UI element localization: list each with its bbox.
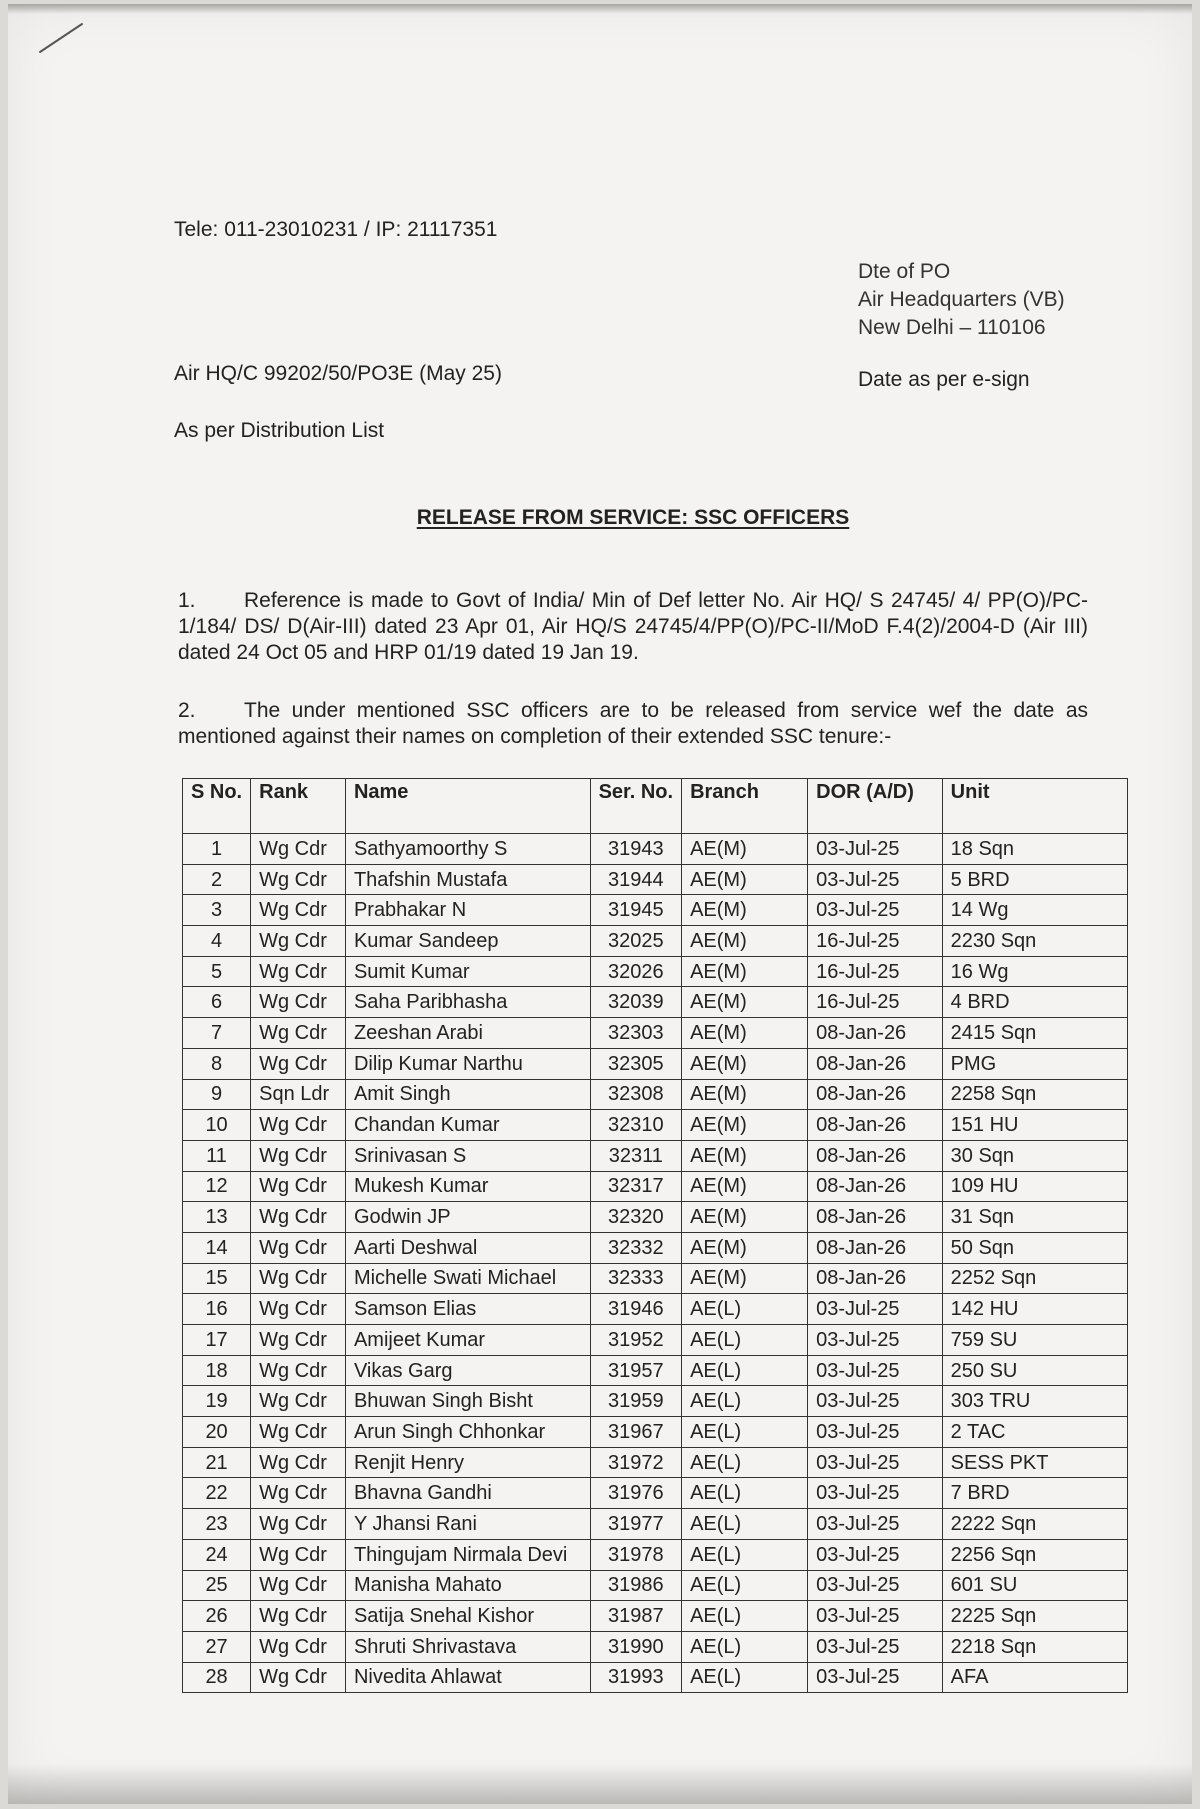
cell-rank: Wg Cdr <box>251 1417 346 1448</box>
cell-ser-no: 31977 <box>590 1509 681 1540</box>
cell-branch: AE(L) <box>682 1631 808 1662</box>
cell-ser-no: 31959 <box>590 1386 681 1417</box>
cell-ser-no: 32317 <box>590 1171 681 1202</box>
cell-rank: Sqn Ldr <box>251 1079 346 1110</box>
cell-unit: 31 Sqn <box>942 1202 1127 1233</box>
table-row <box>183 1140 1128 1171</box>
table-row <box>183 987 1128 1018</box>
cell-sno: 20 <box>183 1417 251 1448</box>
cell-rank: Wg Cdr <box>251 1110 346 1141</box>
cell-sno: 14 <box>183 1232 251 1263</box>
cell-name: Vikas Garg <box>345 1355 590 1386</box>
cell-dor: 08-Jan-26 <box>808 1263 943 1294</box>
cell-unit: 151 HU <box>942 1110 1127 1141</box>
cell-name: Amit Singh <box>345 1079 590 1110</box>
cell-rank: Wg Cdr <box>251 1263 346 1294</box>
cell-sno: 23 <box>183 1509 251 1540</box>
pen-mark-icon <box>38 18 88 58</box>
table-row <box>183 1018 1128 1049</box>
cell-sno: 19 <box>183 1386 251 1417</box>
cell-branch: AE(M) <box>682 864 808 895</box>
cell-rank: Wg Cdr <box>251 1355 346 1386</box>
paragraph-1 <box>178 588 1088 666</box>
cell-ser-no: 31943 <box>590 834 681 865</box>
cell-sno: 6 <box>183 987 251 1018</box>
cell-unit: PMG <box>942 1048 1127 1079</box>
document-page <box>8 4 1192 1804</box>
paragraph-text: Reference is made to Govt of India/ Min of Def letter No. Air HQ/ S 24745/ 4/ PP(O)/PC-1/184/ DS/ D(Air-III) dated 23 Apr 01, Air HQ/S 24745/4/PP(O)/PC-II/MoD F.4(2)/2004-D (Air III) dated 24 Oct 05 and HRP 01/19 dated 19 Jan 19. <box>178 589 1088 664</box>
cell-sno: 26 <box>183 1601 251 1632</box>
header-unit: Unit <box>942 779 1127 834</box>
cell-name: Mukesh Kumar <box>345 1171 590 1202</box>
cell-dor: 08-Jan-26 <box>808 1048 943 1079</box>
header-branch: Branch <box>682 779 808 834</box>
cell-name: Sathyamoorthy S <box>345 834 590 865</box>
cell-dor: 03-Jul-25 <box>808 1662 943 1693</box>
cell-dor: 03-Jul-25 <box>808 1478 943 1509</box>
cell-name: Bhavna Gandhi <box>345 1478 590 1509</box>
cell-dor: 08-Jan-26 <box>808 1202 943 1233</box>
cell-sno: 10 <box>183 1110 251 1141</box>
cell-name: Prabhakar N <box>345 895 590 926</box>
table-row <box>183 895 1128 926</box>
cell-dor: 03-Jul-25 <box>808 1386 943 1417</box>
table-row <box>183 1294 1128 1325</box>
cell-rank: Wg Cdr <box>251 987 346 1018</box>
table-row <box>183 1202 1128 1233</box>
cell-unit: 2252 Sqn <box>942 1263 1127 1294</box>
paragraph-number: 2. <box>178 699 196 722</box>
paragraph-2 <box>178 698 1088 750</box>
cell-ser-no: 32311 <box>590 1140 681 1171</box>
cell-branch: AE(L) <box>682 1539 808 1570</box>
cell-name: Bhuwan Singh Bisht <box>345 1386 590 1417</box>
cell-unit: SESS PKT <box>942 1447 1127 1478</box>
table-row <box>183 1662 1128 1693</box>
cell-rank: Wg Cdr <box>251 1048 346 1079</box>
cell-dor: 08-Jan-26 <box>808 1018 943 1049</box>
cell-unit: 303 TRU <box>942 1386 1127 1417</box>
cell-dor: 08-Jan-26 <box>808 1171 943 1202</box>
cell-branch: AE(L) <box>682 1601 808 1632</box>
cell-branch: AE(M) <box>682 1171 808 1202</box>
cell-sno: 15 <box>183 1263 251 1294</box>
cell-unit: 250 SU <box>942 1355 1127 1386</box>
address-line: Air Headquarters (VB) <box>858 288 1065 311</box>
cell-dor: 16-Jul-25 <box>808 926 943 957</box>
cell-sno: 8 <box>183 1048 251 1079</box>
cell-branch: AE(L) <box>682 1662 808 1693</box>
table-row <box>183 1539 1128 1570</box>
cell-dor: 16-Jul-25 <box>808 956 943 987</box>
cell-branch: AE(L) <box>682 1386 808 1417</box>
table-row <box>183 926 1128 957</box>
table-row <box>183 1631 1128 1662</box>
table-row <box>183 1570 1128 1601</box>
cell-dor: 03-Jul-25 <box>808 864 943 895</box>
cell-rank: Wg Cdr <box>251 1509 346 1540</box>
cell-rank: Wg Cdr <box>251 1478 346 1509</box>
cell-dor: 16-Jul-25 <box>808 987 943 1018</box>
officers-table <box>182 778 1128 1693</box>
cell-rank: Wg Cdr <box>251 1140 346 1171</box>
cell-ser-no: 32025 <box>590 926 681 957</box>
cell-dor: 03-Jul-25 <box>808 1417 943 1448</box>
cell-sno: 21 <box>183 1447 251 1478</box>
cell-dor: 03-Jul-25 <box>808 834 943 865</box>
cell-branch: AE(L) <box>682 1417 808 1448</box>
table-row <box>183 1048 1128 1079</box>
cell-name: Thingujam Nirmala Devi <box>345 1539 590 1570</box>
cell-rank: Wg Cdr <box>251 1325 346 1356</box>
cell-ser-no: 32332 <box>590 1232 681 1263</box>
table-row <box>183 1478 1128 1509</box>
cell-unit: 18 Sqn <box>942 834 1127 865</box>
table-row <box>183 834 1128 865</box>
cell-branch: AE(M) <box>682 1079 808 1110</box>
cell-branch: AE(M) <box>682 1110 808 1141</box>
cell-name: Godwin JP <box>345 1202 590 1233</box>
cell-rank: Wg Cdr <box>251 1570 346 1601</box>
table-row <box>183 1110 1128 1141</box>
cell-name: Y Jhansi Rani <box>345 1509 590 1540</box>
scan-bottom-shadow <box>8 1764 1192 1804</box>
telephone-line: Tele: 011-23010231 / IP: 21117351 <box>174 218 498 241</box>
cell-name: Samson Elias <box>345 1294 590 1325</box>
cell-unit: 2258 Sqn <box>942 1079 1127 1110</box>
cell-rank: Wg Cdr <box>251 895 346 926</box>
cell-unit: AFA <box>942 1662 1127 1693</box>
cell-rank: Wg Cdr <box>251 926 346 957</box>
cell-name: Saha Paribhasha <box>345 987 590 1018</box>
cell-branch: AE(M) <box>682 834 808 865</box>
cell-sno: 5 <box>183 956 251 987</box>
cell-sno: 25 <box>183 1570 251 1601</box>
cell-name: Michelle Swati Michael <box>345 1263 590 1294</box>
cell-ser-no: 32303 <box>590 1018 681 1049</box>
cell-ser-no: 31976 <box>590 1478 681 1509</box>
cell-rank: Wg Cdr <box>251 1662 346 1693</box>
table-row <box>183 1601 1128 1632</box>
date-line: Date as per e-sign <box>858 368 1030 391</box>
table-row <box>183 1447 1128 1478</box>
cell-sno: 18 <box>183 1355 251 1386</box>
cell-dor: 08-Jan-26 <box>808 1140 943 1171</box>
cell-dor: 03-Jul-25 <box>808 1509 943 1540</box>
cell-unit: 16 Wg <box>942 956 1127 987</box>
cell-name: Chandan Kumar <box>345 1110 590 1141</box>
cell-ser-no: 31946 <box>590 1294 681 1325</box>
cell-ser-no: 31945 <box>590 895 681 926</box>
cell-ser-no: 31990 <box>590 1631 681 1662</box>
cell-branch: AE(L) <box>682 1355 808 1386</box>
cell-rank: Wg Cdr <box>251 1601 346 1632</box>
table-body <box>183 834 1128 1693</box>
cell-name: Kumar Sandeep <box>345 926 590 957</box>
cell-ser-no: 31978 <box>590 1539 681 1570</box>
cell-rank: Wg Cdr <box>251 1386 346 1417</box>
cell-rank: Wg Cdr <box>251 1018 346 1049</box>
cell-unit: 7 BRD <box>942 1478 1127 1509</box>
cell-sno: 9 <box>183 1079 251 1110</box>
cell-ser-no: 32305 <box>590 1048 681 1079</box>
cell-dor: 03-Jul-25 <box>808 1355 943 1386</box>
cell-ser-no: 32026 <box>590 956 681 987</box>
cell-sno: 22 <box>183 1478 251 1509</box>
cell-name: Shruti Shrivastava <box>345 1631 590 1662</box>
cell-sno: 7 <box>183 1018 251 1049</box>
cell-branch: AE(M) <box>682 956 808 987</box>
cell-branch: AE(M) <box>682 987 808 1018</box>
cell-ser-no: 32333 <box>590 1263 681 1294</box>
cell-unit: 50 Sqn <box>942 1232 1127 1263</box>
cell-ser-no: 31993 <box>590 1662 681 1693</box>
cell-rank: Wg Cdr <box>251 1232 346 1263</box>
cell-unit: 2225 Sqn <box>942 1601 1127 1632</box>
cell-name: Arun Singh Chhonkar <box>345 1417 590 1448</box>
cell-dor: 03-Jul-25 <box>808 895 943 926</box>
cell-ser-no: 31972 <box>590 1447 681 1478</box>
cell-unit: 2230 Sqn <box>942 926 1127 957</box>
table-header-row <box>183 779 1128 834</box>
table-row <box>183 1171 1128 1202</box>
subject-heading: RELEASE FROM SERVICE: SSC OFFICERS <box>416 506 850 529</box>
cell-sno: 16 <box>183 1294 251 1325</box>
cell-dor: 08-Jan-26 <box>808 1232 943 1263</box>
header-dor: DOR (A/D) <box>808 779 943 834</box>
cell-sno: 1 <box>183 834 251 865</box>
cell-sno: 2 <box>183 864 251 895</box>
table-row <box>183 1417 1128 1448</box>
cell-branch: AE(M) <box>682 895 808 926</box>
cell-branch: AE(L) <box>682 1570 808 1601</box>
cell-dor: 03-Jul-25 <box>808 1601 943 1632</box>
cell-name: Nivedita Ahlawat <box>345 1662 590 1693</box>
cell-rank: Wg Cdr <box>251 864 346 895</box>
cell-unit: 601 SU <box>942 1570 1127 1601</box>
cell-rank: Wg Cdr <box>251 956 346 987</box>
cell-sno: 12 <box>183 1171 251 1202</box>
table-row <box>183 864 1128 895</box>
cell-rank: Wg Cdr <box>251 1631 346 1662</box>
cell-unit: 2415 Sqn <box>942 1018 1127 1049</box>
cell-sno: 27 <box>183 1631 251 1662</box>
cell-dor: 03-Jul-25 <box>808 1570 943 1601</box>
cell-branch: AE(L) <box>682 1478 808 1509</box>
header-name: Name <box>345 779 590 834</box>
table-row <box>183 1386 1128 1417</box>
cell-rank: Wg Cdr <box>251 1202 346 1233</box>
paragraph-number: 1. <box>178 589 196 612</box>
cell-sno: 28 <box>183 1662 251 1693</box>
file-reference: Air HQ/C 99202/50/PO3E (May 25) <box>174 362 502 385</box>
cell-unit: 30 Sqn <box>942 1140 1127 1171</box>
cell-name: Aarti Deshwal <box>345 1232 590 1263</box>
cell-dor: 03-Jul-25 <box>808 1539 943 1570</box>
header-rank: Rank <box>251 779 346 834</box>
cell-branch: AE(L) <box>682 1325 808 1356</box>
cell-branch: AE(M) <box>682 1048 808 1079</box>
sender-address <box>858 258 1065 342</box>
cell-sno: 4 <box>183 926 251 957</box>
cell-branch: AE(M) <box>682 1140 808 1171</box>
cell-name: Amijeet Kumar <box>345 1325 590 1356</box>
table-row <box>183 1263 1128 1294</box>
cell-sno: 3 <box>183 895 251 926</box>
table-row <box>183 1509 1128 1540</box>
cell-ser-no: 31957 <box>590 1355 681 1386</box>
cell-sno: 17 <box>183 1325 251 1356</box>
cell-unit: 2 TAC <box>942 1417 1127 1448</box>
cell-ser-no: 31944 <box>590 864 681 895</box>
cell-branch: AE(M) <box>682 1018 808 1049</box>
cell-dor: 03-Jul-25 <box>808 1631 943 1662</box>
cell-unit: 2218 Sqn <box>942 1631 1127 1662</box>
cell-branch: AE(L) <box>682 1447 808 1478</box>
cell-ser-no: 32310 <box>590 1110 681 1141</box>
cell-branch: AE(M) <box>682 926 808 957</box>
cell-ser-no: 32308 <box>590 1079 681 1110</box>
cell-rank: Wg Cdr <box>251 834 346 865</box>
cell-rank: Wg Cdr <box>251 1447 346 1478</box>
cell-unit: 5 BRD <box>942 864 1127 895</box>
cell-rank: Wg Cdr <box>251 1539 346 1570</box>
cell-branch: AE(M) <box>682 1263 808 1294</box>
cell-rank: Wg Cdr <box>251 1294 346 1325</box>
address-line: Dte of PO <box>858 260 951 283</box>
cell-dor: 03-Jul-25 <box>808 1325 943 1356</box>
cell-name: Renjit Henry <box>345 1447 590 1478</box>
cell-sno: 24 <box>183 1539 251 1570</box>
cell-unit: 759 SU <box>942 1325 1127 1356</box>
cell-branch: AE(L) <box>682 1509 808 1540</box>
cell-unit: 109 HU <box>942 1171 1127 1202</box>
cell-name: Manisha Mahato <box>345 1570 590 1601</box>
cell-sno: 11 <box>183 1140 251 1171</box>
cell-name: Sumit Kumar <box>345 956 590 987</box>
table-row <box>183 1079 1128 1110</box>
header-sno: S No. <box>183 779 251 834</box>
cell-dor: 03-Jul-25 <box>808 1447 943 1478</box>
table-row <box>183 1325 1128 1356</box>
header-ser-no: Ser. No. <box>590 779 681 834</box>
cell-name: Satija Snehal Kishor <box>345 1601 590 1632</box>
distribution-line: As per Distribution List <box>174 419 385 442</box>
cell-unit: 2222 Sqn <box>942 1509 1127 1540</box>
cell-name: Srinivasan S <box>345 1140 590 1171</box>
cell-ser-no: 31986 <box>590 1570 681 1601</box>
cell-ser-no: 31987 <box>590 1601 681 1632</box>
cell-rank: Wg Cdr <box>251 1171 346 1202</box>
cell-dor: 03-Jul-25 <box>808 1294 943 1325</box>
cell-ser-no: 31967 <box>590 1417 681 1448</box>
table-row <box>183 956 1128 987</box>
cell-branch: AE(M) <box>682 1232 808 1263</box>
paragraph-text: The under mentioned SSC officers are to be released from service wef the date as mentioned against their names on completion of their extended SSC tenure:- <box>178 699 1088 748</box>
cell-sno: 13 <box>183 1202 251 1233</box>
scan-edge-shadow <box>8 4 1192 14</box>
table-row <box>183 1355 1128 1386</box>
cell-unit: 4 BRD <box>942 987 1127 1018</box>
cell-branch: AE(M) <box>682 1202 808 1233</box>
cell-name: Thafshin Mustafa <box>345 864 590 895</box>
cell-dor: 08-Jan-26 <box>808 1079 943 1110</box>
cell-unit: 142 HU <box>942 1294 1127 1325</box>
cell-dor: 08-Jan-26 <box>808 1110 943 1141</box>
table-row <box>183 1232 1128 1263</box>
address-line: New Delhi – 110106 <box>858 316 1046 339</box>
cell-name: Dilip Kumar Narthu <box>345 1048 590 1079</box>
cell-ser-no: 32039 <box>590 987 681 1018</box>
cell-unit: 2256 Sqn <box>942 1539 1127 1570</box>
cell-branch: AE(L) <box>682 1294 808 1325</box>
cell-ser-no: 32320 <box>590 1202 681 1233</box>
cell-ser-no: 31952 <box>590 1325 681 1356</box>
cell-name: Zeeshan Arabi <box>345 1018 590 1049</box>
cell-unit: 14 Wg <box>942 895 1127 926</box>
